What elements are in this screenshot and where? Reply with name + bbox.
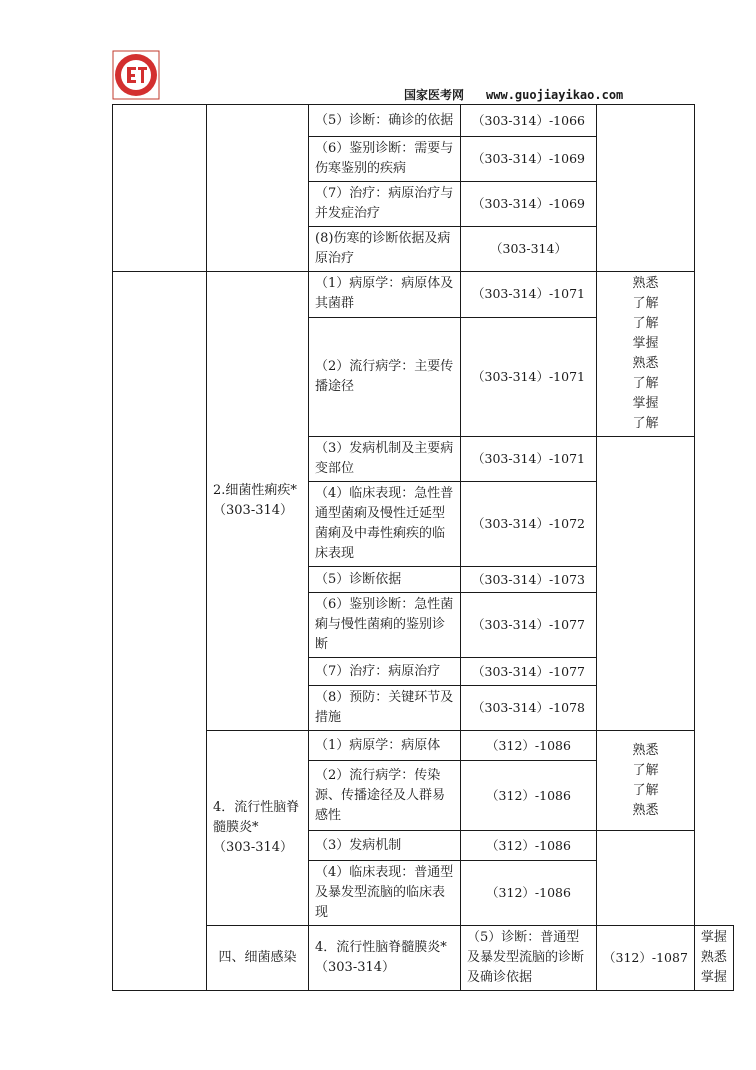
ref-cell: （312）-1086: [461, 761, 597, 831]
topic-cell: （2）流行病学：传染源、传播途径及人群易感性: [309, 761, 461, 831]
topic-cell: （1）病原学：病原体及其菌群: [309, 272, 461, 318]
category-cell: [113, 105, 207, 272]
ref-cell: （303-314）-1066: [461, 105, 597, 137]
req-cell: [597, 105, 695, 272]
topic-cell: （1）病原学：病原体: [309, 731, 461, 761]
subcategory-cell: [207, 105, 309, 272]
category-cell: [113, 272, 207, 991]
req-item: 熟悉: [632, 802, 659, 818]
req-item: 熟悉: [632, 356, 659, 371]
topic-cell: （3）发病机制及主要病变部位: [309, 437, 461, 482]
req-item: 了解: [632, 416, 659, 431]
subcategory-ref: （303-314）: [213, 503, 294, 518]
ref-cell: （303-314）-1071: [461, 272, 597, 318]
ref-cell: （312）-1087: [597, 926, 695, 991]
topic-cell: （7）治疗：病原治疗与并发症治疗: [309, 182, 461, 227]
ref-cell: （312）-1086: [461, 861, 597, 926]
topic-cell: （4）临床表现：普通型及暴发型流脑的临床表现: [309, 861, 461, 926]
ref-cell: （303-314）-1069: [461, 182, 597, 227]
subcategory-name: 2.细菌性痢疾*: [213, 483, 297, 498]
ref-cell: （303-314）-1071: [461, 317, 597, 436]
topic-cell: （5）诊断：普通型及暴发型流脑的诊断及确诊依据: [461, 926, 597, 991]
ref-cell: （303-314）-1069: [461, 137, 597, 182]
topic-cell: （8）预防：关键环节及措施: [309, 686, 461, 731]
req-cell: [597, 272, 695, 437]
req-item: 掌握: [632, 336, 659, 351]
site-name: 国家医考网: [404, 88, 465, 102]
ref-cell: （303-314）: [461, 227, 597, 272]
logo: [112, 50, 160, 100]
ref-cell: （303-314）-1078: [461, 686, 597, 731]
subcategory-ref: （303-314）: [213, 840, 294, 855]
topic-cell: （5）诊断依据: [309, 567, 461, 593]
req-item: 了解: [632, 782, 659, 798]
req-item: 熟悉: [632, 742, 659, 758]
subcategory-ref: （303-314）: [315, 960, 396, 975]
req-item: 了解: [632, 296, 659, 311]
subcategory-dysentery: [207, 272, 309, 731]
req-item: 了解: [632, 316, 659, 331]
req-item: 熟悉: [700, 950, 727, 965]
subcategory-meningitis: [207, 731, 309, 926]
req-item: 了解: [632, 376, 659, 391]
topic-cell: （6）鉴别诊断：急性菌痢与慢性菌痢的鉴别诊断: [309, 593, 461, 658]
ref-cell: （303-314）-1077: [461, 658, 597, 686]
req-cell: [597, 437, 695, 731]
req-item: 掌握: [700, 930, 727, 945]
req-cell: [597, 731, 695, 831]
ref-cell: （312）-1086: [461, 831, 597, 861]
topic-cell: （4）临床表现：急性普通型菌痢及慢性迁延型菌痢及中毒性痢疾的临床表现: [309, 482, 461, 567]
ref-cell: （303-314）-1073: [461, 567, 597, 593]
subcategory-name: 4．流行性脑脊髓膜炎*: [315, 940, 447, 955]
req-item: 了解: [632, 762, 659, 778]
req-cell: [597, 831, 695, 926]
topic-cell: （7）治疗：病原治疗: [309, 658, 461, 686]
req-cell: [694, 926, 733, 991]
topic-cell: （5）诊断：确诊的依据: [309, 105, 461, 137]
req-item: 掌握: [632, 396, 659, 411]
topic-cell: （6）鉴别诊断：需要与伤寒鉴别的疾病: [309, 137, 461, 182]
req-item: 熟悉: [632, 276, 659, 291]
ref-cell: （303-314）-1072: [461, 482, 597, 567]
ref-cell: （303-314）-1077: [461, 593, 597, 658]
site-header: [404, 86, 623, 103]
ref-cell: （303-314）-1071: [461, 437, 597, 482]
site-url[interactable]: www.guojiayikao.com: [486, 88, 624, 102]
subcategory-meningitis: [309, 926, 461, 991]
subcategory-name: 4．流行性脑脊髓膜炎*: [213, 800, 300, 835]
topic-cell: （3）发病机制: [309, 831, 461, 861]
syllabus-table: [112, 104, 734, 991]
topic-cell: （2）流行病学：主要传播途径: [309, 317, 461, 436]
req-item: 掌握: [700, 970, 727, 985]
ref-cell: （312）-1086: [461, 731, 597, 761]
category-cell: 四、细菌感染: [207, 926, 309, 991]
topic-cell: (8)伤寒的诊断依据及病原治疗: [309, 227, 461, 272]
